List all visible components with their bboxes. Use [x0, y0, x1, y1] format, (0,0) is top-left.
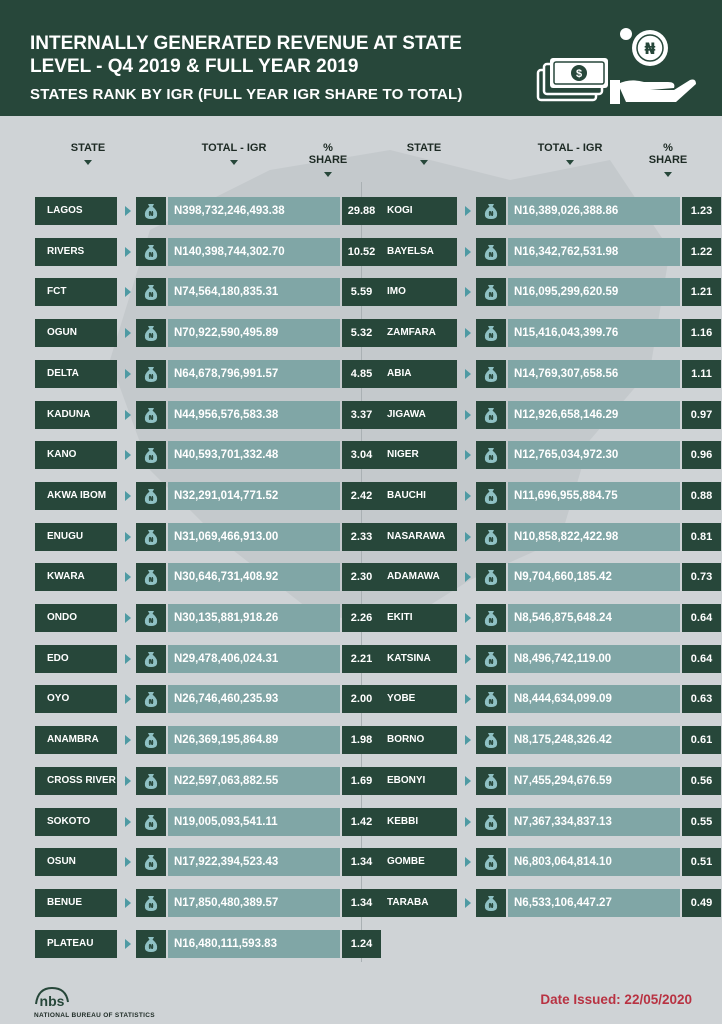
svg-text:₦: ₦	[488, 414, 494, 422]
state-cell: PLATEAU	[35, 930, 117, 958]
igr-value-cell: N17,922,394,523.43	[168, 848, 340, 876]
money-bag-icon	[136, 360, 166, 388]
igr-value-cell: N398,732,246,493.38	[168, 197, 340, 225]
share-header-left: % SHARE	[300, 142, 356, 177]
svg-text:₦: ₦	[148, 658, 154, 666]
table-row	[375, 685, 721, 713]
state-cell: KEBBI	[375, 808, 457, 836]
money-bag-icon	[476, 889, 506, 917]
igr-value-cell: N140,398,744,302.70	[168, 238, 340, 266]
state-cell: FCT	[35, 278, 117, 306]
play-arrow-icon	[465, 654, 471, 664]
igr-value-cell: N30,135,881,918.26	[168, 604, 340, 632]
play-arrow-icon	[125, 410, 131, 420]
nbs-logo-icon	[32, 984, 72, 1012]
igr-value-cell: N19,005,093,541.11	[168, 808, 340, 836]
table-row	[35, 401, 381, 429]
state-cell: CROSS RIVER	[35, 767, 117, 795]
igr-value-cell: N16,480,111,593.83	[168, 930, 340, 958]
play-arrow-icon	[125, 369, 131, 379]
money-bag-icon	[136, 930, 166, 958]
share-cell: 0.51	[682, 848, 721, 876]
play-arrow-icon	[125, 328, 131, 338]
table-row	[35, 848, 381, 876]
share-cell: 5.59	[342, 278, 381, 306]
play-arrow-icon	[125, 735, 131, 745]
money-bag-icon	[476, 808, 506, 836]
igr-value-cell: N6,533,106,447.27	[508, 889, 680, 917]
money-bag-icon	[136, 278, 166, 306]
state-cell: OYO	[35, 685, 117, 713]
svg-text:₦: ₦	[148, 780, 154, 788]
table-row	[375, 848, 721, 876]
money-bag-icon	[476, 238, 506, 266]
money-bag-icon	[136, 401, 166, 429]
svg-text:₦: ₦	[148, 943, 154, 951]
igr-value-cell: N22,597,063,882.55	[168, 767, 340, 795]
svg-text:nbs: nbs	[39, 993, 65, 1009]
table-row	[35, 604, 381, 632]
igr-value-cell: N44,956,576,583.38	[168, 401, 340, 429]
money-bag-icon	[476, 604, 506, 632]
table-row	[35, 278, 381, 306]
chart-title: INTERNALLY GENERATED REVENUE AT STATE LEVEL - Q4 2019 & FULL YEAR 2019	[30, 33, 462, 77]
state-cell: BENUE	[35, 889, 117, 917]
igr-value-cell: N26,369,195,864.89	[168, 726, 340, 754]
igr-value-cell: N64,678,796,991.57	[168, 360, 340, 388]
svg-text:₦: ₦	[148, 251, 154, 259]
table-row	[375, 482, 721, 510]
state-cell: OGUN	[35, 319, 117, 347]
igr-value-cell: N14,769,307,658.56	[508, 360, 680, 388]
sort-arrow-icon	[324, 172, 332, 177]
money-bag-icon	[136, 848, 166, 876]
money-bag-icon	[476, 767, 506, 795]
svg-text:₦: ₦	[488, 780, 494, 788]
money-bag-icon	[476, 441, 506, 469]
share-cell: 1.23	[682, 197, 721, 225]
state-cell: ENUGU	[35, 523, 117, 551]
share-cell: 0.56	[682, 767, 721, 795]
share-cell: 5.32	[342, 319, 381, 347]
table-row	[35, 726, 381, 754]
table-row	[35, 645, 381, 673]
share-cell: 10.52	[342, 238, 381, 266]
play-arrow-icon	[125, 776, 131, 786]
share-cell: 1.98	[342, 726, 381, 754]
total-header-right: TOTAL - IGR	[520, 142, 620, 165]
svg-text:₦: ₦	[488, 902, 494, 910]
money-bag-icon	[136, 604, 166, 632]
money-bag-icon	[136, 238, 166, 266]
table-row	[375, 401, 721, 429]
svg-text:₦: ₦	[488, 617, 494, 625]
money-bag-icon	[136, 685, 166, 713]
share-cell: 2.42	[342, 482, 381, 510]
share-cell: 1.24	[342, 930, 381, 958]
share-cell: 0.73	[682, 563, 721, 591]
svg-text:₦: ₦	[148, 576, 154, 584]
svg-text:₦: ₦	[488, 210, 494, 218]
state-cell: ONDO	[35, 604, 117, 632]
state-cell: EBONYI	[375, 767, 457, 795]
table-row	[35, 360, 381, 388]
play-arrow-icon	[125, 206, 131, 216]
play-arrow-icon	[465, 532, 471, 542]
svg-text:₦: ₦	[488, 291, 494, 299]
play-arrow-icon	[465, 694, 471, 704]
table-row	[375, 767, 721, 795]
play-arrow-icon	[465, 410, 471, 420]
table-row	[375, 808, 721, 836]
svg-text:₦: ₦	[148, 739, 154, 747]
money-bag-icon	[476, 523, 506, 551]
state-header-left: STATE	[58, 142, 118, 165]
svg-text:₦: ₦	[148, 821, 154, 829]
play-arrow-icon	[465, 735, 471, 745]
sort-arrow-icon	[230, 160, 238, 165]
share-cell: 2.26	[342, 604, 381, 632]
play-arrow-icon	[125, 532, 131, 542]
money-bag-icon	[136, 319, 166, 347]
svg-text:₦: ₦	[488, 332, 494, 340]
table-row	[375, 197, 721, 225]
money-bag-icon	[476, 848, 506, 876]
play-arrow-icon	[465, 328, 471, 338]
table-row	[375, 523, 721, 551]
state-header-right: STATE	[392, 142, 456, 165]
money-bag-icon	[476, 685, 506, 713]
table-row	[35, 930, 381, 958]
share-cell: 2.33	[342, 523, 381, 551]
sort-arrow-icon	[566, 160, 574, 165]
share-cell: 0.96	[682, 441, 721, 469]
share-cell: 4.85	[342, 360, 381, 388]
svg-text:₦: ₦	[488, 821, 494, 829]
play-arrow-icon	[125, 694, 131, 704]
igr-value-cell: N17,850,480,389.57	[168, 889, 340, 917]
play-arrow-icon	[465, 817, 471, 827]
table-row	[375, 238, 721, 266]
share-cell: 3.04	[342, 441, 381, 469]
svg-text:₦: ₦	[488, 495, 494, 503]
table-row	[35, 808, 381, 836]
money-hand-icon	[530, 24, 700, 108]
igr-value-cell: N16,342,762,531.98	[508, 238, 680, 266]
table-row	[375, 726, 721, 754]
share-cell: 0.49	[682, 889, 721, 917]
state-cell: BORNO	[375, 726, 457, 754]
share-cell: 1.42	[342, 808, 381, 836]
svg-text:₦: ₦	[148, 861, 154, 869]
sort-arrow-icon	[664, 172, 672, 177]
money-bag-icon	[476, 563, 506, 591]
chart-subtitle: STATES RANK BY IGR (FULL YEAR IGR SHARE TO TOTAL)	[30, 86, 463, 103]
state-cell: KADUNA	[35, 401, 117, 429]
state-cell: SOKOTO	[35, 808, 117, 836]
svg-text:₦: ₦	[488, 576, 494, 584]
state-cell: DELTA	[35, 360, 117, 388]
play-arrow-icon	[125, 939, 131, 949]
play-arrow-icon	[125, 654, 131, 664]
state-cell: KATSINA	[375, 645, 457, 673]
table-row	[35, 319, 381, 347]
table-row	[375, 360, 721, 388]
table-row	[375, 319, 721, 347]
igr-value-cell: N8,444,634,099.09	[508, 685, 680, 713]
share-cell: 0.97	[682, 401, 721, 429]
svg-text:₦: ₦	[488, 698, 494, 706]
play-arrow-icon	[465, 898, 471, 908]
svg-text:₦: ₦	[148, 454, 154, 462]
igr-value-cell: N15,416,043,399.76	[508, 319, 680, 347]
share-cell: 1.34	[342, 889, 381, 917]
igr-value-cell: N12,926,658,146.29	[508, 401, 680, 429]
play-arrow-icon	[465, 247, 471, 257]
table-row	[375, 278, 721, 306]
share-cell: 2.30	[342, 563, 381, 591]
state-cell: YOBE	[375, 685, 457, 713]
play-arrow-icon	[125, 572, 131, 582]
svg-text:₦: ₦	[488, 251, 494, 259]
igr-value-cell: N11,696,955,884.75	[508, 482, 680, 510]
share-cell: 0.64	[682, 645, 721, 673]
igr-value-cell: N8,496,742,119.00	[508, 645, 680, 673]
igr-value-cell: N32,291,014,771.52	[168, 482, 340, 510]
state-cell: TARABA	[375, 889, 457, 917]
svg-text:₦: ₦	[148, 291, 154, 299]
money-bag-icon	[476, 482, 506, 510]
svg-text:₦: ₦	[488, 658, 494, 666]
play-arrow-icon	[125, 817, 131, 827]
igr-value-cell: N29,478,406,024.31	[168, 645, 340, 673]
table-row	[375, 441, 721, 469]
igr-value-cell: N9,704,660,185.42	[508, 563, 680, 591]
state-cell: GOMBE	[375, 848, 457, 876]
svg-text:₦: ₦	[148, 210, 154, 218]
state-cell: ADAMAWA	[375, 563, 457, 591]
share-cell: 1.22	[682, 238, 721, 266]
share-cell: 2.21	[342, 645, 381, 673]
play-arrow-icon	[465, 287, 471, 297]
play-arrow-icon	[125, 287, 131, 297]
money-bag-icon	[136, 726, 166, 754]
total-header-left: TOTAL - IGR	[184, 142, 284, 165]
share-cell: 1.11	[682, 360, 721, 388]
svg-text:₦: ₦	[488, 536, 494, 544]
money-bag-icon	[136, 563, 166, 591]
play-arrow-icon	[465, 491, 471, 501]
money-bag-icon	[476, 645, 506, 673]
igr-value-cell: N12,765,034,972.30	[508, 441, 680, 469]
state-cell: KOGI	[375, 197, 457, 225]
money-bag-icon	[136, 523, 166, 551]
share-cell: 29.88	[342, 197, 381, 225]
igr-value-cell: N7,455,294,676.59	[508, 767, 680, 795]
organization-name: NATIONAL BUREAU OF STATISTICS	[34, 1012, 155, 1019]
igr-value-cell: N70,922,590,495.89	[168, 319, 340, 347]
table-row	[35, 523, 381, 551]
money-bag-icon	[136, 808, 166, 836]
table-row	[35, 441, 381, 469]
table-row	[35, 767, 381, 795]
play-arrow-icon	[465, 572, 471, 582]
state-cell: ANAMBRA	[35, 726, 117, 754]
state-cell: KWARA	[35, 563, 117, 591]
money-bag-icon	[476, 319, 506, 347]
play-arrow-icon	[125, 247, 131, 257]
igr-value-cell: N7,367,334,837.13	[508, 808, 680, 836]
share-cell: 0.64	[682, 604, 721, 632]
header-banner	[0, 0, 722, 116]
money-bag-icon	[476, 401, 506, 429]
money-bag-icon	[476, 278, 506, 306]
svg-text:₦: ₦	[644, 39, 656, 58]
igr-value-cell: N6,803,064,814.10	[508, 848, 680, 876]
play-arrow-icon	[125, 857, 131, 867]
table-row	[35, 482, 381, 510]
play-arrow-icon	[465, 857, 471, 867]
table-row	[375, 563, 721, 591]
share-cell: 0.63	[682, 685, 721, 713]
money-bag-icon	[136, 482, 166, 510]
state-cell: LAGOS	[35, 197, 117, 225]
sort-arrow-icon	[84, 160, 92, 165]
state-cell: NASARAWA	[375, 523, 457, 551]
igr-value-cell: N8,175,248,326.42	[508, 726, 680, 754]
money-bag-icon	[136, 767, 166, 795]
table-row	[35, 238, 381, 266]
state-cell: OSUN	[35, 848, 117, 876]
state-cell: EDO	[35, 645, 117, 673]
share-header-right: % SHARE	[640, 142, 696, 177]
date-issued: Date Issued: 22/05/2020	[540, 992, 692, 1007]
igr-value-cell: N30,646,731,408.92	[168, 563, 340, 591]
state-cell: NIGER	[375, 441, 457, 469]
money-bag-icon	[476, 360, 506, 388]
svg-text:₦: ₦	[148, 536, 154, 544]
play-arrow-icon	[465, 776, 471, 786]
svg-text:₦: ₦	[148, 414, 154, 422]
share-cell: 2.00	[342, 685, 381, 713]
play-arrow-icon	[465, 369, 471, 379]
money-bag-icon	[136, 441, 166, 469]
play-arrow-icon	[125, 613, 131, 623]
play-arrow-icon	[125, 491, 131, 501]
state-cell: KANO	[35, 441, 117, 469]
igr-value-cell: N10,858,822,422.98	[508, 523, 680, 551]
igr-value-cell: N31,069,466,913.00	[168, 523, 340, 551]
play-arrow-icon	[465, 206, 471, 216]
money-bag-icon	[476, 197, 506, 225]
play-arrow-icon	[125, 898, 131, 908]
money-bag-icon	[136, 645, 166, 673]
svg-text:₦: ₦	[488, 739, 494, 747]
state-cell: BAUCHI	[375, 482, 457, 510]
money-bag-icon	[136, 889, 166, 917]
share-cell: 1.69	[342, 767, 381, 795]
svg-text:$: $	[575, 68, 583, 80]
state-cell: RIVERS	[35, 238, 117, 266]
state-cell: BAYELSA	[375, 238, 457, 266]
sort-arrow-icon	[420, 160, 428, 165]
svg-text:₦: ₦	[148, 698, 154, 706]
state-cell: AKWA IBOM	[35, 482, 117, 510]
svg-text:₦: ₦	[148, 373, 154, 381]
play-arrow-icon	[125, 450, 131, 460]
igr-value-cell: N16,389,026,388.86	[508, 197, 680, 225]
svg-text:₦: ₦	[488, 373, 494, 381]
table-row	[35, 889, 381, 917]
igr-value-cell: N26,746,460,235.93	[168, 685, 340, 713]
table-row	[375, 645, 721, 673]
igr-value-cell: N74,564,180,835.31	[168, 278, 340, 306]
share-cell: 3.37	[342, 401, 381, 429]
money-bag-icon	[476, 726, 506, 754]
svg-text:₦: ₦	[148, 617, 154, 625]
share-cell: 1.16	[682, 319, 721, 347]
table-row	[375, 889, 721, 917]
table-row	[35, 563, 381, 591]
svg-text:₦: ₦	[148, 332, 154, 340]
share-cell: 1.34	[342, 848, 381, 876]
table-row	[375, 604, 721, 632]
share-cell: 0.61	[682, 726, 721, 754]
svg-text:₦: ₦	[148, 902, 154, 910]
play-arrow-icon	[465, 450, 471, 460]
share-cell: 0.55	[682, 808, 721, 836]
play-arrow-icon	[465, 613, 471, 623]
state-cell: ABIA	[375, 360, 457, 388]
share-cell: 1.21	[682, 278, 721, 306]
svg-text:₦: ₦	[148, 495, 154, 503]
table-row	[35, 685, 381, 713]
svg-text:₦: ₦	[488, 861, 494, 869]
table-row	[35, 197, 381, 225]
svg-text:₦: ₦	[488, 454, 494, 462]
igr-value-cell: N16,095,299,620.59	[508, 278, 680, 306]
state-cell: EKITI	[375, 604, 457, 632]
share-cell: 0.88	[682, 482, 721, 510]
igr-value-cell: N40,593,701,332.48	[168, 441, 340, 469]
state-cell: ZAMFARA	[375, 319, 457, 347]
state-cell: IMO	[375, 278, 457, 306]
share-cell: 0.81	[682, 523, 721, 551]
money-bag-icon	[136, 197, 166, 225]
igr-value-cell: N8,546,875,648.24	[508, 604, 680, 632]
state-cell: JIGAWA	[375, 401, 457, 429]
